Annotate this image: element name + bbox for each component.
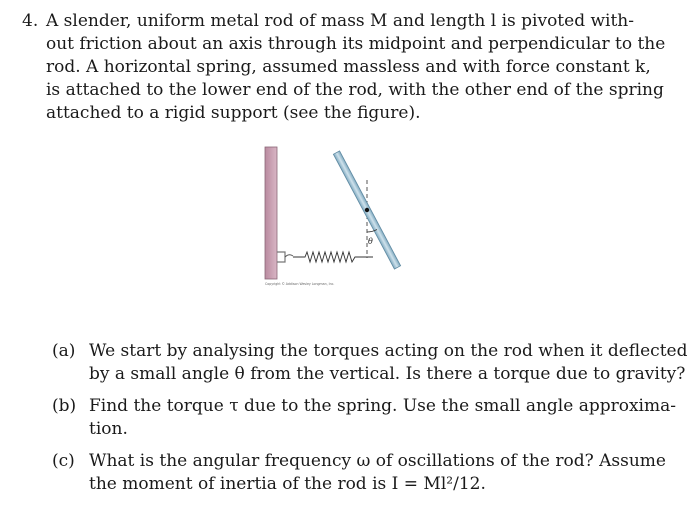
spring-bracket <box>277 252 285 262</box>
problem-line: out friction about an axis through its midpoint and perpendicular to the <box>46 34 666 54</box>
problem-line: A slender, uniform metal rod of mass M and length l is pivoted with- <box>46 11 634 31</box>
pivot-point <box>365 208 369 212</box>
rod-spring-figure <box>255 140 415 290</box>
part-label: (b) <box>52 396 77 416</box>
copyright-note: Copyright © Addison Wesley Longman, Inc. <box>265 282 335 286</box>
problem-line: is attached to the lower end of the rod, with the other end of the spring <box>46 80 664 100</box>
angle-label: θ <box>368 237 373 246</box>
part-line: We start by analysing the torques acting on the rod when it deflected <box>89 341 688 361</box>
spring <box>293 252 373 262</box>
problem-line: attached to a rigid support (see the figure). <box>46 103 421 123</box>
part-line: Find the torque τ due to the spring. Use the small angle approxima- <box>89 396 676 416</box>
part-line: What is the angular frequency ω of oscillations of the rod? Assume <box>89 451 666 471</box>
part-label: (c) <box>52 451 75 471</box>
rigid-support-wall <box>265 147 277 279</box>
part-line: by a small angle θ from the vertical. Is there a torque due to gravity? <box>89 364 686 384</box>
problem-number: 4. <box>22 11 39 31</box>
part-line: the moment of inertia of the rod is I = Ml²/12. <box>89 474 486 494</box>
part-line: tion. <box>89 419 128 439</box>
part-label: (a) <box>52 341 76 361</box>
problem-line: rod. A horizontal spring, assumed massless and with force constant k, <box>46 57 651 77</box>
